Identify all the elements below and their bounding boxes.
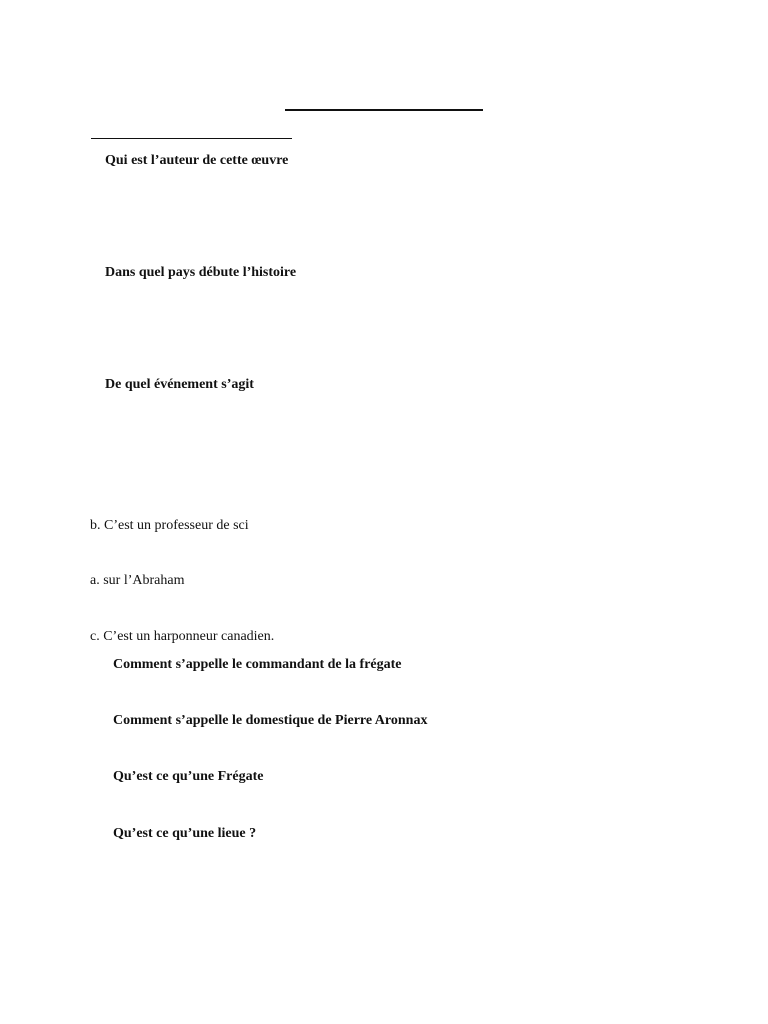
question-author: Qui est l’auteur de cette œuvre — [105, 153, 289, 168]
title-underline — [285, 109, 483, 111]
question-servant: Comment s’appelle le domestique de Pierre Aronnax — [113, 713, 428, 728]
answer-b: b. C’est un professeur de sci — [90, 518, 249, 533]
subtitle-underline — [91, 138, 292, 139]
answer-c: c. C’est un harponneur canadien. — [90, 629, 275, 644]
question-frigate: Qu’est ce qu’une Frégate — [113, 769, 264, 784]
question-country: Dans quel pays débute l’histoire — [105, 265, 297, 280]
question-commander: Comment s’appelle le commandant de la frégate — [113, 657, 402, 672]
question-league: Qu’est ce qu’une lieue ? — [113, 826, 257, 841]
answer-a: a. sur l’Abraham — [90, 573, 185, 588]
question-event: De quel événement s’agit — [105, 377, 254, 392]
